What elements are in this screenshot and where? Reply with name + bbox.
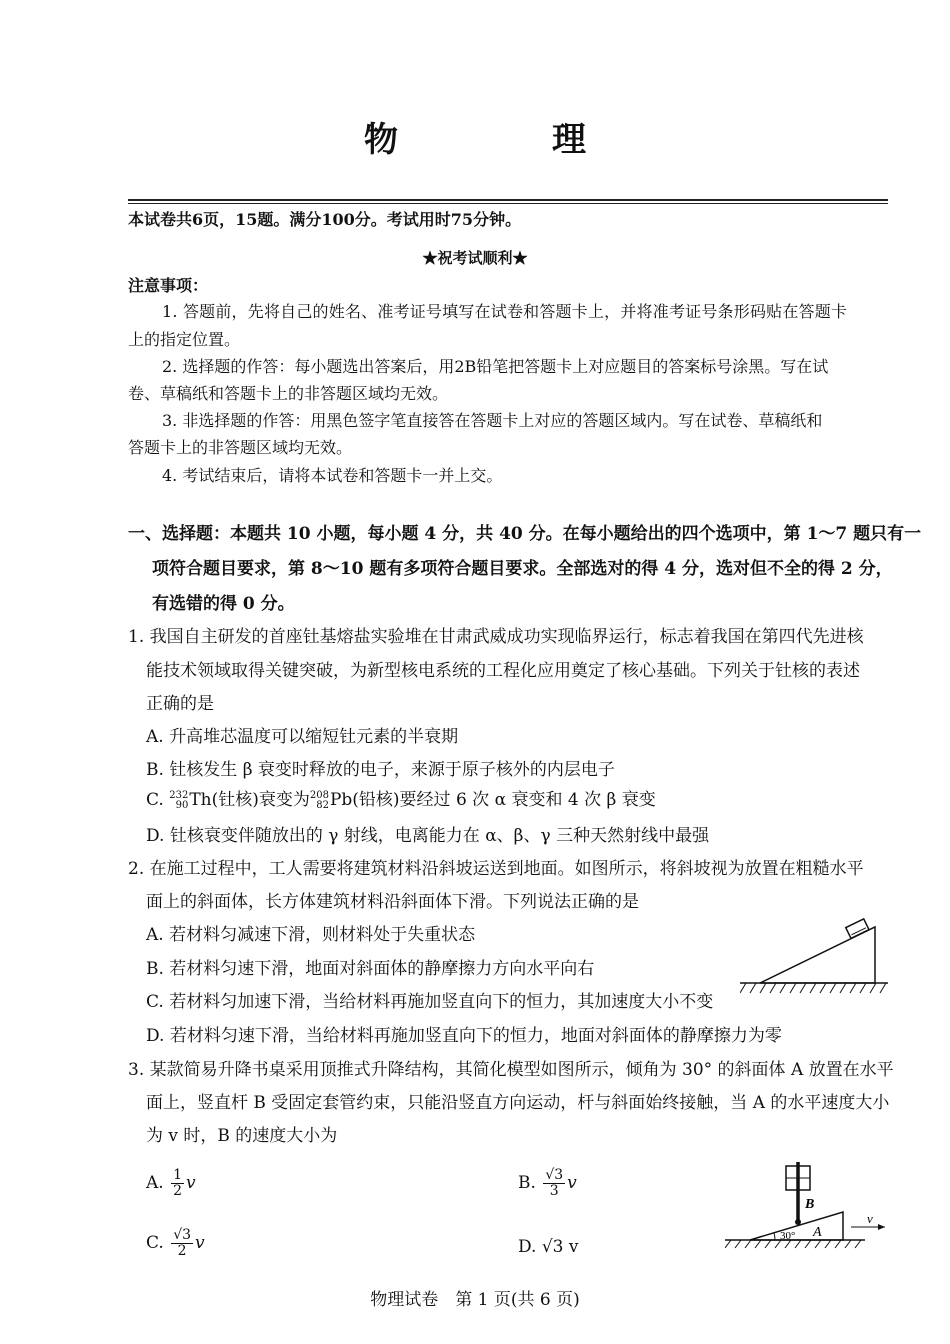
q1-option-c-text: Th(钍核)衰变为 xyxy=(189,790,310,810)
notice-item: 3. 非选择题的作答：用黑色签字笔直接答在答题卡上对应的答题区域内。写在试卷、草稿纸和 xyxy=(162,411,823,430)
fraction-numerator: √3 xyxy=(545,1167,564,1183)
q3-lift-figure xyxy=(725,1160,890,1260)
q2-incline-figure xyxy=(740,905,890,1000)
q3-option-a-variable: v xyxy=(186,1173,196,1193)
fraction-denominator: 2 xyxy=(177,1243,187,1259)
thorium-mass-number: 232 xyxy=(169,789,189,801)
q1-stem: 能技术领域取得关键突破，为新型核电系统的工程化应用奠定了核心基础。下列关于钍核的表述 xyxy=(146,661,860,681)
fraction-denominator: 2 xyxy=(173,1183,183,1199)
q3-option-b xyxy=(518,1168,577,1199)
q1-option-c xyxy=(146,790,656,811)
q3-option-a-fraction xyxy=(171,1168,184,1199)
exam-info: 本试卷共6页，15题。满分100分。考试用时75分钟。 xyxy=(128,210,522,229)
lead-atomic-number: 82 xyxy=(316,799,329,811)
q1-option-a: A. 升高堆芯温度可以缩短钍元素的半衰期 xyxy=(146,727,459,747)
q3-option-c-label: C. xyxy=(146,1233,164,1253)
section-heading-cont: 项符合题目要求，第 8～10 题有多项符合题目要求。全部选对的得 4 分，选对但不全的得 2 分， xyxy=(152,559,893,579)
fraction-denominator: 3 xyxy=(549,1183,559,1199)
velocity-label: v xyxy=(867,1211,873,1226)
header-rule-thick xyxy=(128,199,888,201)
page-title: 物 理 xyxy=(364,120,646,160)
q3-option-b-variable: v xyxy=(567,1173,577,1193)
q3-option-a xyxy=(146,1168,196,1199)
notice-item: 4. 考试结束后，请将本试卷和答题卡一并上交。 xyxy=(162,466,503,485)
q2-option-d: D. 若材料匀速下滑，当给材料再施加竖直向下的恒力，地面对斜面体的静摩擦力为零 xyxy=(146,1026,782,1046)
lead-mass-number: 208 xyxy=(309,789,329,801)
q3-option-c-variable: v xyxy=(195,1233,205,1253)
section-heading: 一、选择题：本题共 10 小题，每小题 4 分，共 40 分。在每小题给出的四个选项中，第 1～7 题只有一 xyxy=(128,524,922,544)
q2-option-a: A. 若材料匀减速下滑，则材料处于失重状态 xyxy=(146,925,476,945)
fraction-numerator: √3 xyxy=(173,1227,192,1243)
notice-item: 上的指定位置。 xyxy=(128,330,241,349)
q1-option-c-text2: Pb(铅核)要经过 6 次 α 衰变和 4 次 β 衰变 xyxy=(329,790,656,810)
q2-option-b: B. 若材料匀速下滑，地面对斜面体的静摩擦力方向水平向右 xyxy=(146,959,595,979)
q3-stem: 3. 某款简易升降书桌采用顶推式升降结构，其简化模型如图所示，倾角为 30° 的斜面体 A 放置在水平 xyxy=(128,1060,894,1080)
thorium-nuclide xyxy=(169,791,188,811)
page-footer: 物理试卷 第 1 页(共 6 页) xyxy=(370,1290,580,1310)
q2-stem: 面上的斜面体，长方体建筑材料沿斜面体下滑。下列说法正确的是 xyxy=(146,892,639,912)
q3-option-b-label: B. xyxy=(518,1173,536,1193)
notice-item: 答题卡上的非答题区域均无效。 xyxy=(128,438,353,457)
incline-label: A xyxy=(813,1225,822,1240)
q1-option-c-label: C. xyxy=(146,790,164,810)
notice-item: 1. 答题前，先将自己的姓名、准考证号填写在试卷和答题卡上，并将准考证号条形码贴在答题卡 xyxy=(162,302,848,321)
q3-option-c xyxy=(146,1228,205,1259)
header-rule-thin xyxy=(128,203,888,204)
q3-stem: 面上，竖直杆 B 受固定套管约束，只能沿竖直方向运动，杆与斜面始终接触，当 A 的水平速度大小 xyxy=(146,1093,890,1113)
rod-label: B xyxy=(805,1197,815,1212)
q3-option-d: D. √3 v xyxy=(518,1237,579,1257)
q1-option-b: B. 钍核发生 β 衰变时释放的电子，来源于原子核外的内层电子 xyxy=(146,760,615,780)
q2-option-c: C. 若材料匀加速下滑，当给材料再施加竖直向下的恒力，其加速度大小不变 xyxy=(146,992,714,1012)
notice-item: 卷、草稿纸和答题卡上的非答题区域均无效。 xyxy=(128,384,449,403)
fraction-numerator: 1 xyxy=(173,1167,183,1183)
section-heading-cont: 有选错的得 0 分。 xyxy=(152,594,295,614)
q3-stem: 为 v 时，B 的速度大小为 xyxy=(146,1126,338,1146)
notice-item: 2. 选择题的作答：每小题选出答案后，用2B铅笔把答题卡上对应题目的答案标号涂黑。写在试 xyxy=(162,357,829,376)
angle-label: 30° xyxy=(780,1230,796,1242)
q3-option-c-fraction xyxy=(171,1228,193,1259)
q2-stem: 2. 在施工过程中，工人需要将建筑材料沿斜坡运送到地面。如图所示，将斜坡视为放置在粗糙水平 xyxy=(128,859,864,879)
q1-option-d: D. 钍核衰变伴随放出的 γ 射线，电离能力在 α、β、γ 三种天然射线中最强 xyxy=(146,826,710,846)
q1-stem: 1. 我国自主研发的首座钍基熔盐实验堆在甘肃武威成功实现临界运行，标志着我国在第四代先进核 xyxy=(128,627,864,647)
thorium-atomic-number: 90 xyxy=(175,799,189,811)
q3-option-a-label: A. xyxy=(146,1173,164,1193)
q3-option-b-fraction xyxy=(543,1168,565,1199)
exam-wish: ★祝考试顺利★ xyxy=(422,249,528,267)
q1-stem: 正确的是 xyxy=(146,694,214,714)
lead-nuclide xyxy=(310,791,329,811)
notice-heading: 注意事项： xyxy=(128,276,209,295)
